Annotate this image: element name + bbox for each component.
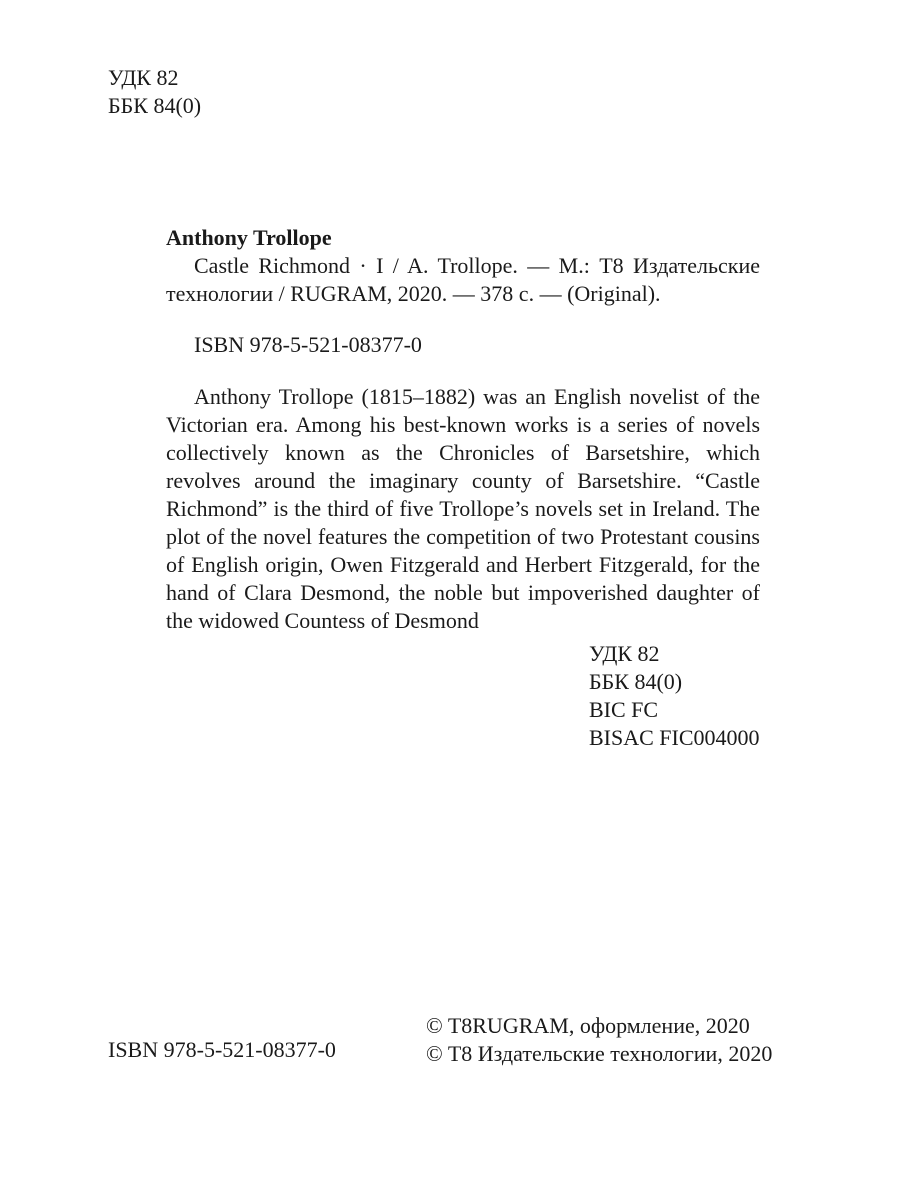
udk-code-right: УДК 82: [589, 641, 660, 666]
bibliographic-entry: Castle Richmond · I / A. Trollope. — М.: T8 Издательские технологии / RUGRAM, 2020. — 378 с. — (Original).: [166, 253, 760, 306]
bibliographic-record: [166, 224, 760, 308]
isbn-line: ISBN 978-5-521-08377-0: [194, 332, 422, 357]
annotation-paragraph: Anthony Trollope (1815–1882) was an English novelist of the Victorian era. Among his best-known works is a series of novels collectively known as the Chronicles of Barsetshire, which revolves around the imaginary county of Barsetshire. “Castle Richmond” is the third of five Trollope’s novels set in Ireland. The plot of the novel features the competition of two Protestant cousins of English origin, Owen Fitzgerald and Herbert Fitzgerald, for the hand of Clara Desmond, the noble but impoverished daughter of the widowed Countess of Desmond: [166, 384, 760, 633]
author-name: Anthony Trollope: [166, 225, 332, 250]
copyright-design: © T8RUGRAM, оформление, 2020: [426, 1013, 750, 1038]
bic-code: BIC FC: [589, 697, 659, 722]
bbk-code-right: ББК 84(0): [589, 669, 683, 694]
copyright-notices: [426, 1012, 772, 1068]
copyright-publisher: © T8 Издательские технологии, 2020: [426, 1041, 773, 1066]
classification-codes: [589, 640, 760, 752]
bbk-code: ББК 84(0): [108, 93, 202, 118]
bisac-code: BISAC FIC004000: [589, 725, 760, 750]
udk-code: УДК 82: [108, 65, 179, 90]
top-classification-codes: [108, 64, 201, 120]
bottom-isbn: ISBN 978-5-521-08377-0: [108, 1037, 336, 1062]
